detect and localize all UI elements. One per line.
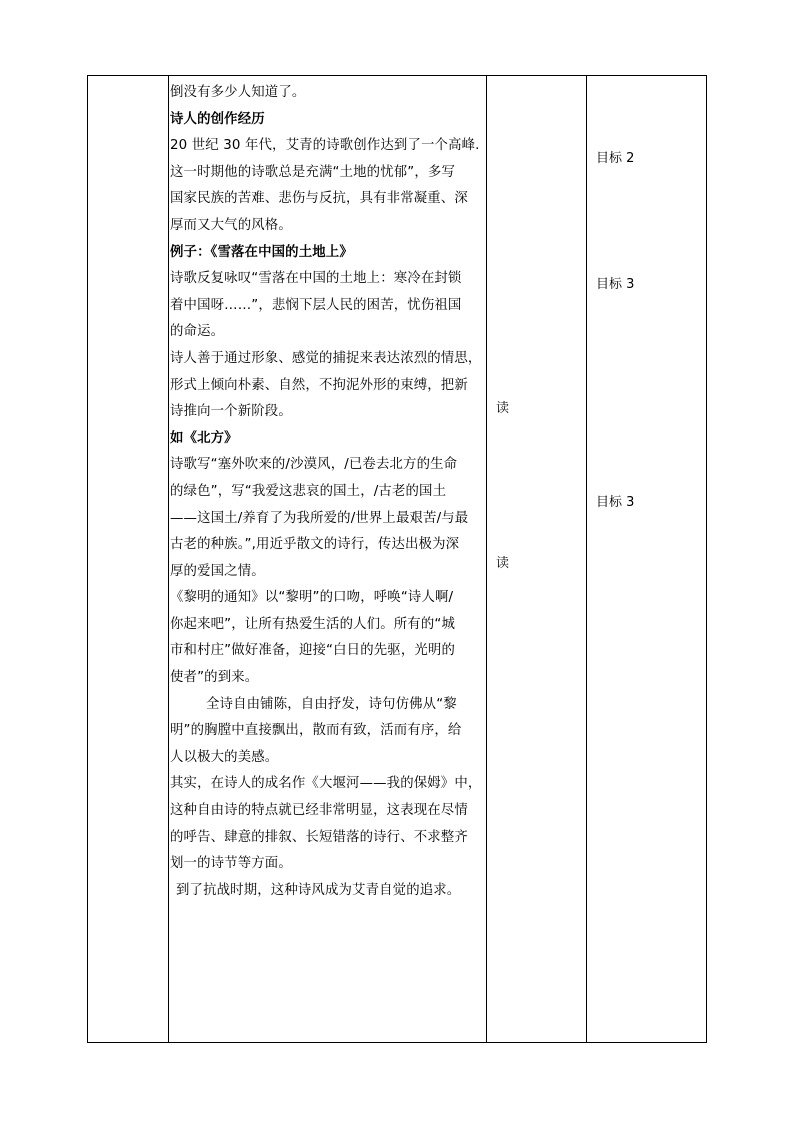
text-line: 的呼告、肆意的排叙、长短错落的诗行、不求整齐 — [170, 829, 468, 845]
text-line: 到了抗战时期，这种诗风成为艾青自觉的追求。 — [176, 882, 461, 898]
text-line: 古老的种族。”,用近乎散文的诗行，传达出极为深 — [170, 537, 460, 553]
text-line: 人以极大的美感。 — [170, 749, 279, 765]
text-line: 这一时期他的诗歌总是充满“土地的忧郁”，多写 — [170, 164, 455, 180]
content-column — [170, 80, 484, 904]
activity-read-2: 读 — [496, 556, 510, 571]
text-line: 的绿色”，写“我爱这悲哀的国土，/古老的国土 — [170, 483, 447, 499]
goal-label-1: 目标 2 — [596, 151, 635, 166]
section-heading: 诗人的创作经历 — [170, 111, 265, 127]
text-line: 着中国呀……”，悲悯下层人民的困苦，忧伤祖国 — [170, 297, 462, 313]
text-line: 形式上倾向朴素、自然，不拘泥外形的束缚，把新 — [170, 377, 468, 393]
text-line: 诗推向一个新阶段。 — [170, 404, 292, 420]
text-line: 市和村庄”做好准备，迎接“白日的先驱，光明的 — [170, 643, 455, 659]
text-line: 诗人善于通过形象、感觉的捕捉来表达浓烈的情思， — [170, 350, 482, 366]
text-line: 国家民族的苦难、悲伤与反抗，具有非常凝重、深 — [170, 191, 468, 207]
activity-read-1: 读 — [496, 401, 510, 416]
text-line: 全诗自由铺陈，自由抒发，诗句仿佛从“黎 — [206, 696, 457, 712]
text-line: 你起来吧”，让所有热爱生活的人们。所有的“城 — [170, 616, 455, 632]
column-divider-3 — [586, 76, 587, 1042]
text-line: ——这国土/养育了为我所爱的/世界上最艰苦/与最 — [170, 510, 469, 526]
text-line: 《黎明的通知》以“黎明”的口吻，呼唤“诗人啊/ — [170, 590, 454, 606]
lesson-table — [87, 75, 707, 1043]
text-line: 明”的胸膛中直接飘出，散而有致，活而有序，给 — [170, 723, 462, 739]
text-line: 厚的爱国之情。 — [170, 563, 265, 579]
text-line: 倒没有多少人知道了。 — [170, 85, 306, 100]
text-line: 使者”的到来。 — [170, 670, 259, 686]
section-heading: 如《北方》 — [170, 430, 238, 446]
column-divider-2 — [486, 76, 487, 1042]
text-line: 诗歌写“塞外吹来的/沙漠风，/已卷去北方的生命 — [170, 457, 458, 473]
goal-label-2: 目标 3 — [596, 277, 635, 292]
goal-label-3: 目标 3 — [596, 495, 635, 510]
text-line: 这种自由诗的特点就已经非常明显，这表现在尽情 — [170, 803, 468, 819]
text-line: 划一的诗节等方面。 — [170, 856, 292, 872]
section-heading: 例子：《雪落在中国的土地上》 — [170, 244, 353, 260]
column-divider-1 — [168, 76, 169, 1042]
text-line: 其实，在诗人的成名作《大堰河——我的保姆》中， — [170, 776, 482, 792]
text-line: 诗歌反复咏叹“雪落在中国的土地上：寒冷在封锁 — [170, 271, 462, 287]
text-line: 20 世纪 30 年代，艾青的诗歌创作达到了一个高峰. — [170, 138, 480, 154]
text-line: 厚而又大气的风格。 — [170, 217, 292, 233]
text-line: 的命运。 — [170, 324, 225, 340]
